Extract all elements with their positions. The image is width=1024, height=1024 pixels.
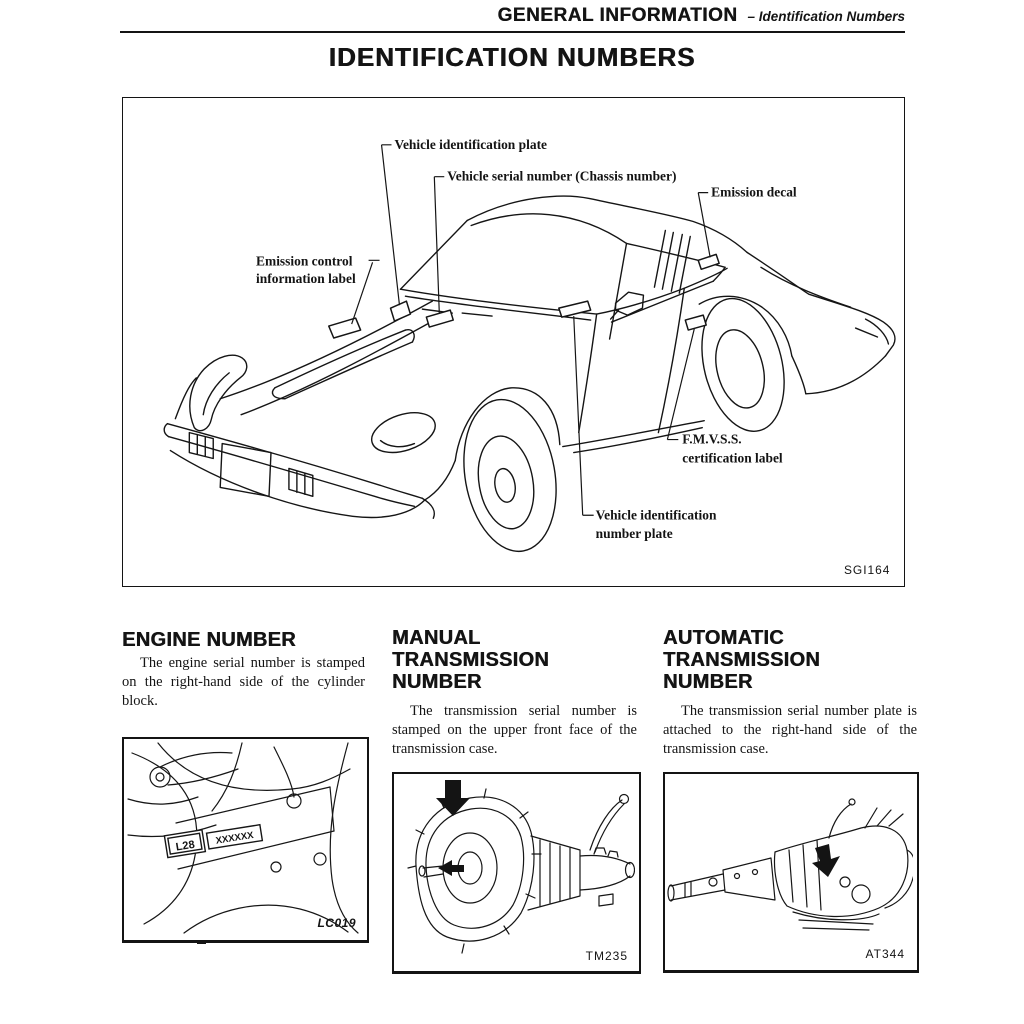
at-ujoint: [709, 878, 717, 886]
rear-bumper-lower: [806, 356, 886, 394]
hood-vent-1: [275, 330, 405, 388]
manual-trans-heading-line3: NUMBER: [392, 671, 482, 693]
engine-number-paragraph: The engine serial number is stamped on the right-hand side of the cylinder block.: [122, 655, 365, 709]
label-emission-control-1: Emission control: [256, 253, 353, 269]
bumper-left-cap: [164, 424, 168, 437]
auto-trans-heading-line1: AUTOMATIC: [663, 627, 784, 649]
car-door-rear-edge: [658, 288, 684, 432]
distributor-cap: [150, 767, 170, 787]
rear-lower-body: [792, 356, 806, 394]
front-rim: [471, 432, 540, 534]
figure-code-sgi164: SGI164: [843, 563, 891, 578]
callout-emission-decal: [698, 193, 710, 258]
engine-fitting-3: [271, 862, 281, 872]
label-emission-decal: Emission decal: [711, 184, 797, 200]
figure-code-lc019: LC019: [317, 916, 356, 930]
label-fmvss-2: certification label: [682, 450, 783, 466]
at-servo: [840, 877, 850, 887]
auto-trans-heading: [663, 627, 820, 693]
page-title: IDENTIFICATION NUMBERS: [328, 42, 696, 72]
front-hub: [492, 467, 517, 504]
vin-dash-plate-mark: [559, 301, 591, 317]
label-vehicle-serial-number: Vehicle serial number (Chassis number): [447, 168, 677, 184]
engine-fitting-2: [314, 853, 326, 865]
rear-tire: [689, 290, 797, 440]
at-main-case: [775, 826, 908, 916]
mt-tail-end: [626, 863, 635, 878]
at-tailshaft: [671, 874, 725, 900]
label-vehicle-identification-plate: Vehicle identification plate: [394, 136, 548, 152]
mt-case: [528, 836, 580, 910]
car-b-pillar: [610, 243, 627, 339]
at-governor-cover: [852, 885, 870, 903]
car-line-drawing: [123, 98, 900, 582]
auto-trans-paragraph: The transmission serial number plate is attached to the right-hand side of the transmission case.: [663, 703, 917, 757]
vehicle-id-figure: [122, 97, 905, 587]
at-pan-2: [799, 920, 873, 930]
car-quarter-beltline: [684, 268, 727, 288]
figure-code-tm235: TM235: [585, 949, 628, 963]
at-bolt-1: [735, 874, 740, 879]
auto-trans-heading-line3: NUMBER: [663, 671, 753, 693]
car-hatch-inner-line: [761, 267, 851, 307]
manual-trans-figure: [392, 772, 641, 974]
engine-plate-model: L28: [174, 838, 196, 854]
engine-number-heading: ENGINE NUMBER: [122, 629, 296, 651]
auto-trans-heading-line2: TRANSMISSION: [663, 649, 820, 671]
at-bell-flange: [885, 850, 913, 908]
mt-shifter-knob: [620, 795, 629, 804]
plug-wire-1: [160, 753, 232, 767]
engine-plate-serial: XXXXXX: [215, 829, 255, 847]
engine-line-drawing: [124, 739, 363, 935]
at-extension-housing: [723, 858, 775, 900]
callout-vin: [574, 316, 594, 515]
manual-trans-line-drawing: [394, 774, 635, 966]
label-vin-plate-2: number plate: [595, 526, 673, 542]
car-a-pillar: [400, 220, 467, 289]
emission-control-label-plate: [329, 318, 361, 338]
bumper-top: [167, 424, 422, 499]
distributor-center: [156, 773, 164, 781]
label-emission-control-2: information label: [256, 271, 356, 287]
hood-vent-2: [285, 342, 412, 399]
label-vin-plate-1: Vehicle identification: [595, 507, 717, 523]
at-bolt-2: [753, 870, 758, 875]
mt-case-ribs: [540, 840, 570, 906]
mt-tail-bottom: [580, 876, 630, 890]
at-location-arrow: [812, 844, 840, 877]
figure-code-at344: AT344: [865, 947, 905, 961]
vehicle-identification-plate-mark: [391, 301, 411, 321]
rear-rim: [708, 325, 772, 413]
label-fmvss-1: F.M.V.S.S.: [682, 431, 742, 447]
manual-trans-heading-line2: TRANSMISSION: [392, 649, 549, 671]
car-driprail: [471, 214, 626, 244]
fmvss-label-mark: [685, 315, 706, 330]
callout-vip: [382, 145, 400, 305]
right-headlamp: [367, 405, 441, 459]
car-roof: [467, 196, 747, 252]
mt-shifter-rod: [590, 800, 624, 852]
taillight-line: [856, 328, 878, 337]
page-header: [120, 5, 905, 27]
emission-decal-mark: [698, 254, 719, 269]
scan-artifact-dash: [197, 941, 206, 944]
at-shaft-collar: [685, 882, 691, 897]
right-headlamp-inner: [381, 441, 415, 447]
at-tailshaft-end: [668, 885, 674, 901]
header-rule: [120, 31, 905, 33]
auto-trans-line-drawing: [665, 774, 913, 965]
left-headlamp-inner: [203, 373, 229, 415]
car-door-front-edge: [579, 314, 597, 433]
mt-bellhousing: [416, 797, 534, 941]
section-subtitle: – Identification Numbers: [747, 9, 905, 24]
plug-wire-2: [168, 769, 238, 785]
engine-figure: [122, 737, 369, 943]
fender-front-edge: [175, 378, 196, 419]
mt-mount: [599, 894, 613, 906]
engine-block-edge-1: [176, 787, 330, 823]
car-rear-hatch: [747, 252, 895, 356]
at-dipstick-handle: [849, 799, 855, 805]
manual-trans-heading-line1: MANUAL: [392, 627, 481, 649]
front-underside: [424, 461, 455, 501]
manual-trans-heading: [392, 627, 549, 693]
manual-trans-paragraph: The transmission serial number is stamped on the upper front face of the transmission case.: [392, 703, 637, 757]
at-dipstick: [829, 804, 851, 838]
callout-ecil: [352, 260, 380, 324]
auto-trans-figure: [663, 772, 919, 973]
mt-shaft-end: [419, 866, 425, 876]
mt-tail-top: [580, 855, 630, 864]
section-title: GENERAL INFORMATION: [497, 5, 738, 26]
at-bell-ribs: [865, 808, 903, 828]
